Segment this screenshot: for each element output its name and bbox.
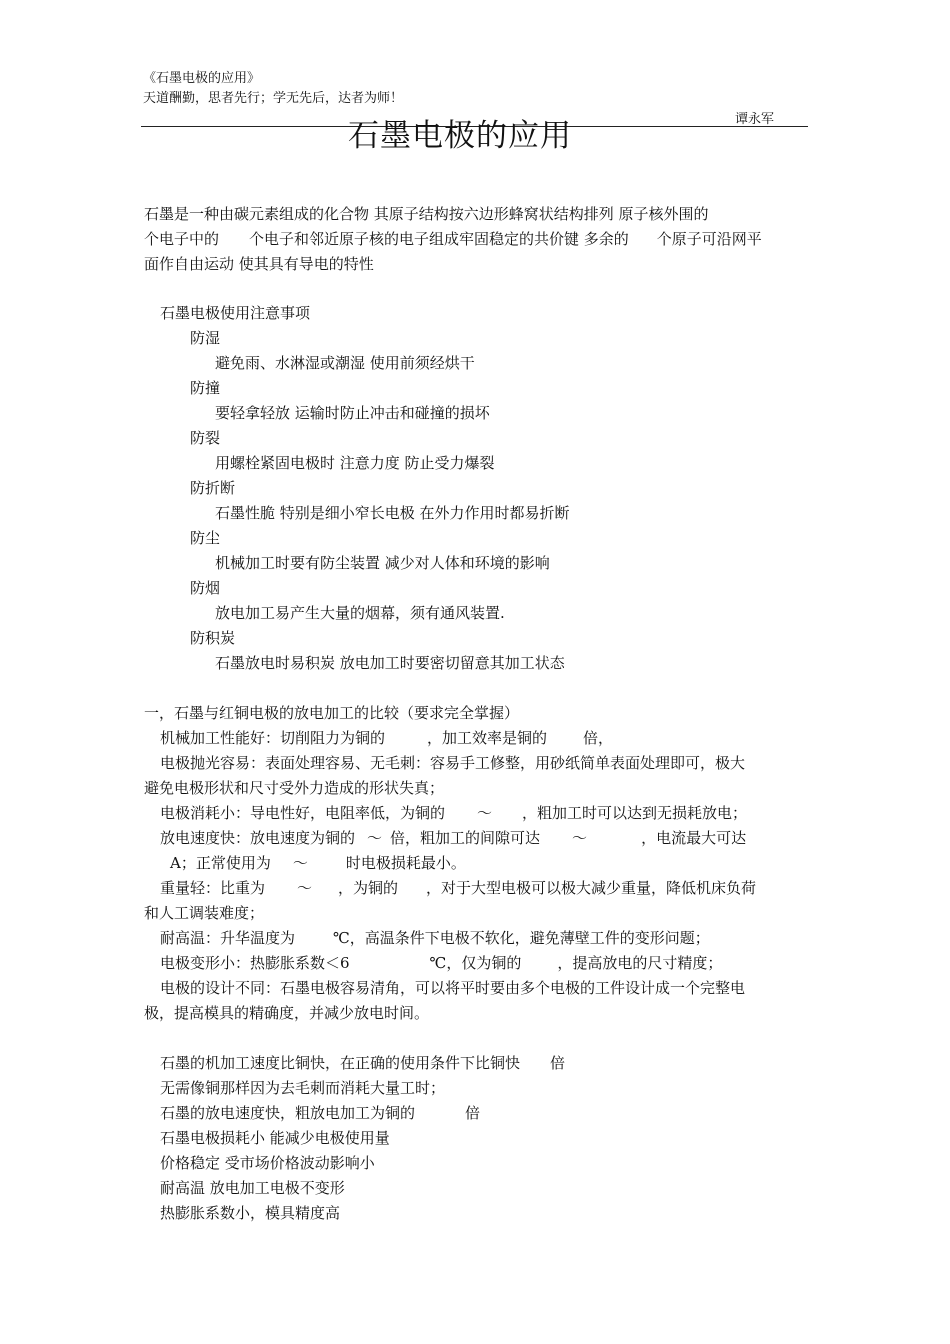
comparison-deform <box>160 951 722 976</box>
precaution-name: 防湿 <box>190 329 221 347</box>
text-fragment: ～ <box>292 854 308 872</box>
text-fragment: 石墨的机加工速度比铜快，在正确的使用条件下比铜快 <box>160 1054 521 1072</box>
summary-line: 热膨胀系数小，模具精度高 <box>160 1204 341 1222</box>
text-fragment: ～ <box>572 829 588 847</box>
comparison-speed-2 <box>170 851 466 876</box>
text-fragment: ～ <box>477 804 493 822</box>
text-fragment: 电极消耗小：导电性好，电阻率低，为铜的 <box>160 804 446 822</box>
text-fragment: 倍 <box>550 1054 566 1072</box>
intro-line-3: 面作自由运动 使其具有导电的特性 <box>144 255 374 273</box>
precaution-name: 防撞 <box>190 379 221 397</box>
intro-fragment: 个电子和邻近原子核的电子组成牢固稳定的共价键 多余的 <box>249 230 629 248</box>
summary-line: 耐高温 放电加工电极不变形 <box>160 1179 345 1197</box>
document-name: 《石墨电极的应用》 <box>143 71 261 86</box>
precaution-desc: 石墨放电时易积炭 放电加工时要密切留意其加工状态 <box>215 654 565 672</box>
summary-line: 石墨电极损耗小 能减少电极使用量 <box>160 1129 390 1147</box>
text-fragment: 倍， <box>583 729 614 747</box>
text-fragment: 放电速度快：放电速度为铜的 <box>160 829 356 847</box>
summary-line: 无需像铜那样因为去毛刺而消耗大量工时； <box>160 1079 446 1097</box>
text-fragment: 耐高温：升华温度为 <box>160 929 296 947</box>
comparison-wear <box>160 801 747 826</box>
motto: 天道酬勤，思者先行；学无先后，达者为师！ <box>143 91 404 106</box>
text-fragment: ℃，仅为铜的 <box>429 954 522 972</box>
summary-line <box>160 1101 480 1126</box>
precaution-desc: 放电加工易产生大量的烟幕，须有通风装置. <box>215 604 505 622</box>
text-fragment: 机械加工性能好：切削阻力为铜的 <box>160 729 386 747</box>
author-name: 谭永军 <box>735 112 775 127</box>
precaution-desc: 机械加工时要有防尘装置 减少对人体和环境的影响 <box>215 554 550 572</box>
intro-fragment: 个原子可沿网平 <box>656 230 762 248</box>
text-fragment: ，加工效率是铜的 <box>427 729 548 747</box>
comparison-polish-1: 电极抛光容易：表面处理容易、无毛刺：容易手工修整，用砂纸简单表面处理即可，极大 <box>160 754 746 772</box>
text-fragment: ，电流最大可达 <box>641 829 747 847</box>
summary-line <box>160 1051 565 1076</box>
text-fragment: ～ <box>297 879 313 897</box>
precaution-name: 防积炭 <box>190 629 236 647</box>
text-fragment: 电极变形小：热膨胀系数＜6 <box>160 954 350 972</box>
text-fragment: ，提高放电的尺寸精度； <box>557 954 723 972</box>
summary-line: 价格稳定 受市场价格波动影响小 <box>160 1154 375 1172</box>
comparison-heat <box>160 926 710 951</box>
precaution-desc: 用螺栓紧固电极时 注意力度 防止受力爆裂 <box>215 454 495 472</box>
text-fragment: 石墨的放电速度快，粗放电加工为铜的 <box>160 1104 416 1122</box>
comparison-speed <box>160 826 746 851</box>
intro-line-1: 石墨是一种由碳元素组成的化合物 其原子结构按六边形蜂窝状结构排列 原子核外围的 <box>144 205 709 223</box>
precaution-name: 防裂 <box>190 429 221 447</box>
text-fragment: 倍，粗加工的间隙可达 <box>390 829 541 847</box>
comparison-heading: 一，石墨与红铜电极的放电加工的比较（要求完全掌握） <box>144 704 520 722</box>
text-fragment: 时电极损耗最小。 <box>345 854 466 872</box>
comparison-design-2: 极，提高模具的精确度，并减少放电时间。 <box>144 1004 430 1022</box>
text-fragment: ，为铜的 <box>338 879 399 897</box>
comparison-polish-2: 避免电极形状和尺寸受外力造成的形状失真； <box>144 779 445 797</box>
text-fragment: 重量轻：比重为 <box>160 879 266 897</box>
text-fragment: ～ <box>367 829 383 847</box>
text-fragment: ，对于大型电极可以极大减少重量，降低机床负荷 <box>426 879 757 897</box>
intro-line-2 <box>144 227 762 252</box>
comparison-design-1: 电极的设计不同：石墨电极容易清角，可以将平时要由多个电极的工件设计成一个完整电 <box>160 979 746 997</box>
intro-fragment: 个电子中的 <box>144 230 220 248</box>
precaution-name: 防折断 <box>190 479 236 497</box>
comparison-weight-2: 和人工调装难度； <box>144 904 265 922</box>
precaution-name: 防烟 <box>190 579 221 597</box>
comparison-weight-1 <box>160 876 756 901</box>
comparison-machining <box>160 726 613 751</box>
precaution-desc: 避免雨、水淋湿或潮湿 使用前须经烘干 <box>215 354 475 372</box>
text-fragment: ℃，高温条件下电极不软化，避免薄壁工件的变形问题； <box>333 929 710 947</box>
precaution-desc: 要轻拿轻放 运输时防止冲击和碰撞的损坏 <box>215 404 490 422</box>
precaution-desc: 石墨性脆 特别是细小窄长电极 在外力作用时都易折断 <box>215 504 570 522</box>
text-fragment: ，粗加工时可以达到无损耗放电； <box>522 804 748 822</box>
precautions-heading: 石墨电极使用注意事项 <box>160 304 311 322</box>
text-fragment: 倍 <box>465 1104 481 1122</box>
precaution-name: 防尘 <box>190 529 221 547</box>
page-title: 石墨电极的应用 <box>348 118 572 154</box>
text-fragment: A；正常使用为 <box>170 854 271 872</box>
